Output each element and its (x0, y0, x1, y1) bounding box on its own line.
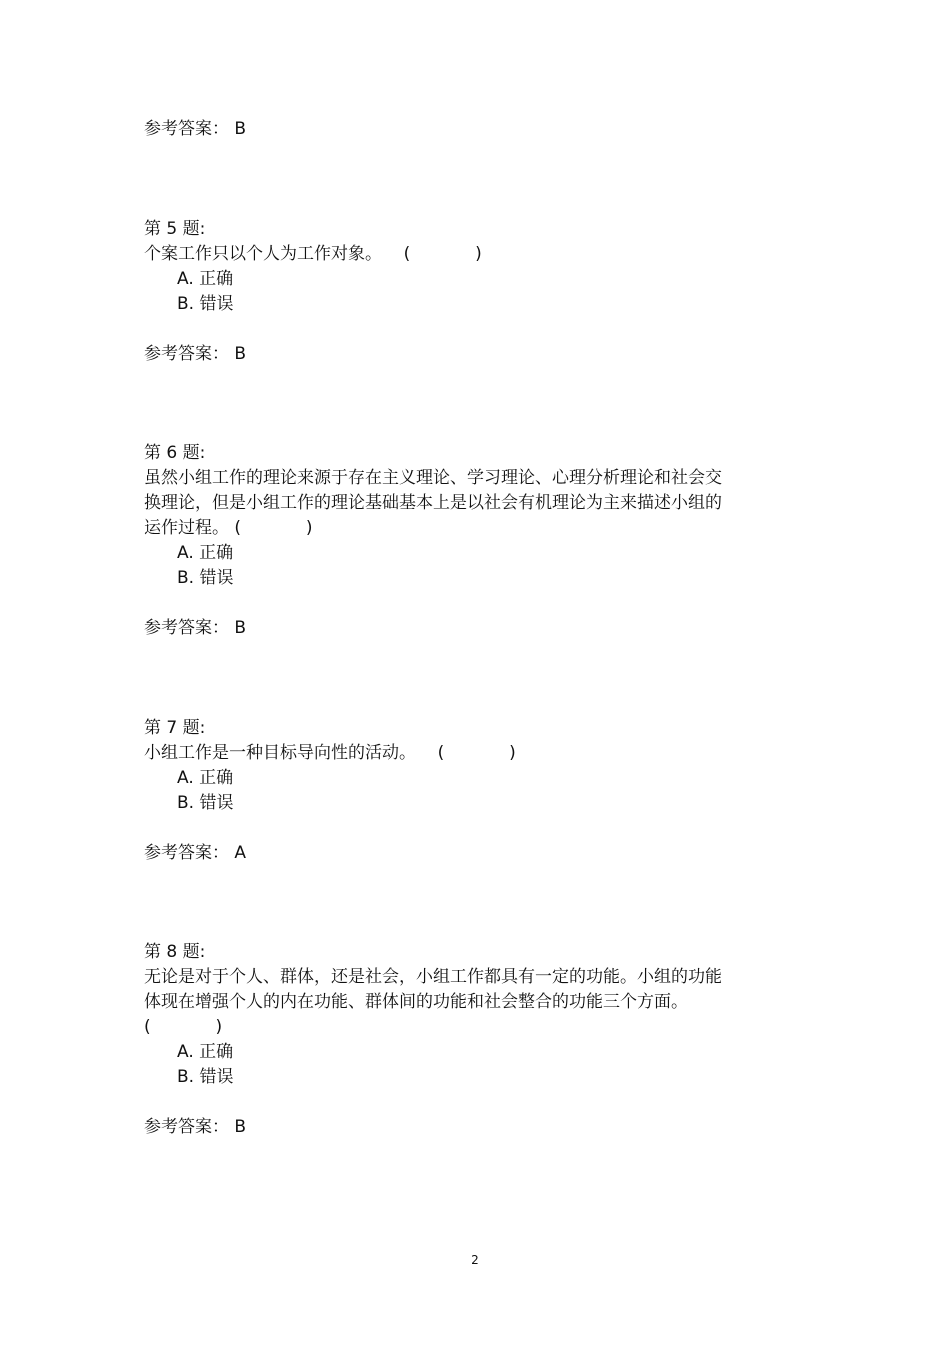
option-a: A. 正确 (177, 269, 234, 289)
option-b: B. 错误 (177, 793, 234, 813)
question-text: 个案工作只以个人为工作对象。 ( ) (144, 244, 482, 264)
question-text: 体现在增强个人的内在功能、群体间的功能和社会整合的功能三个方面。 (144, 992, 688, 1012)
question-text: 无论是对于个人、群体，还是社会，小组工作都具有一定的功能。小组的功能 (144, 967, 722, 987)
question-header: 第 6 题: (144, 443, 206, 463)
option-b: B. 错误 (177, 568, 234, 588)
answer-line: 参考答案： B (144, 344, 247, 364)
question-text: 虽然小组工作的理论来源于存在主义理论、学习理论、心理分析理论和社会交 (144, 468, 722, 488)
option-a: A. 正确 (177, 1042, 234, 1062)
answer-line: 参考答案： B (144, 1117, 247, 1137)
answer-line: 参考答案： B (144, 618, 247, 638)
option-a: A. 正确 (177, 543, 234, 563)
question-header: 第 8 题: (144, 942, 206, 962)
question-text: 运作过程。 ( ) (144, 518, 313, 538)
option-b: B. 错误 (177, 1067, 234, 1087)
option-a: A. 正确 (177, 768, 234, 788)
question-header: 第 5 题: (144, 219, 206, 239)
question-header: 第 7 题: (144, 718, 206, 738)
question-text: 换理论，但是小组工作的理论基础基本上是以社会有机理论为主来描述小组的 (144, 493, 722, 513)
answer-line: 参考答案： B (144, 119, 247, 139)
answer-line: 参考答案： A (144, 843, 247, 863)
question-text: ( ) (144, 1017, 223, 1037)
page-number: 2 (471, 1253, 479, 1267)
option-b: B. 错误 (177, 294, 234, 314)
question-text: 小组工作是一种目标导向性的活动。 ( ) (144, 743, 516, 763)
